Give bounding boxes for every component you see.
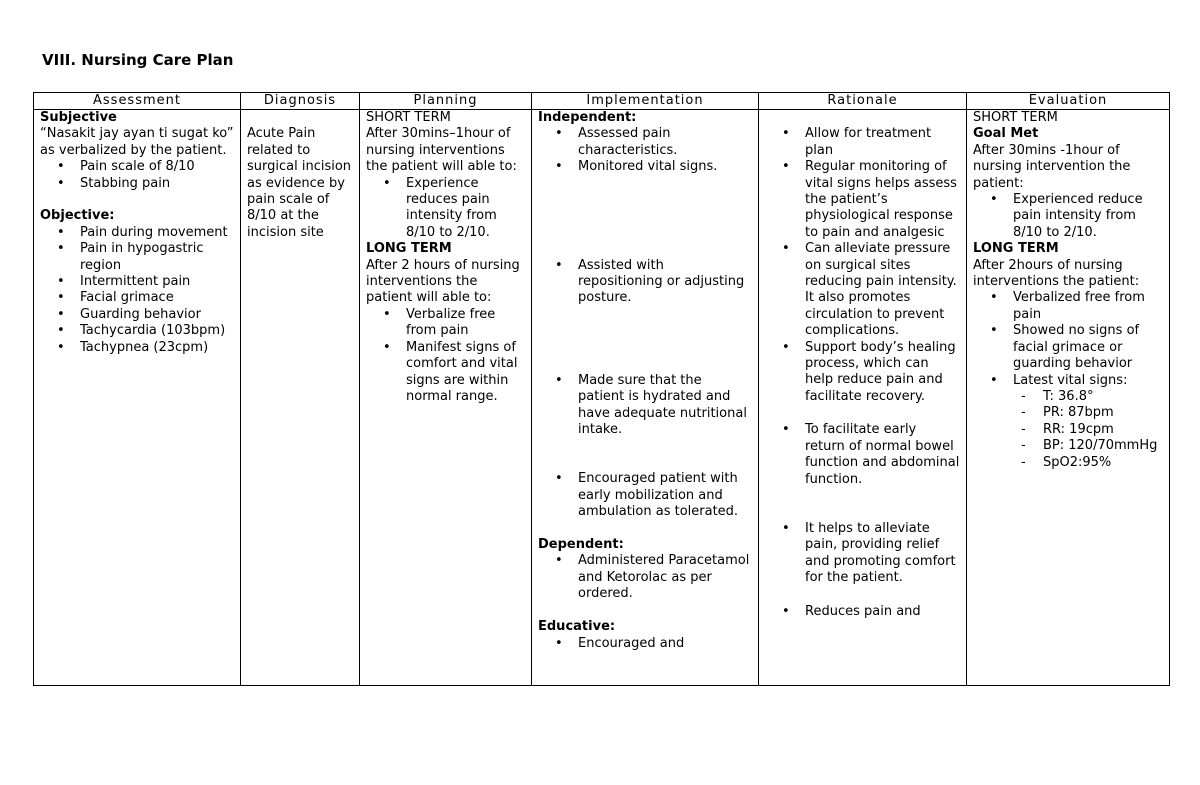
- evaluation-short-list: [973, 192, 1163, 241]
- implementation-cell: [532, 110, 759, 686]
- nursing-care-plan-table: [33, 92, 1170, 686]
- list-item: • Experience reduces pain intensity from 8/10 to 2/10.: [406, 176, 525, 242]
- list-item: • Facial grimace: [80, 290, 234, 306]
- independent-list: [538, 126, 752, 520]
- dependent-list: [538, 553, 752, 602]
- planning-short-list: [366, 176, 525, 242]
- evaluation-long-label: LONG TERM: [973, 241, 1059, 257]
- list-item: • To facilitate early return of normal bowel function and abdominal function.: [805, 422, 960, 488]
- list-item: • Can alleviate pressure on surgical sites reducing pain intensity. It also promotes circulation to prevent complications.: [805, 241, 960, 339]
- header-diagnosis: Diagnosis: [241, 93, 360, 110]
- list-item: • Reduces pain and: [805, 604, 960, 620]
- vital-signs-list: [973, 389, 1163, 471]
- header-rationale: Rationale: [759, 93, 967, 110]
- list-item: • Made sure that the patient is hydrated and have adequate nutritional intake.: [578, 373, 752, 439]
- list-item: • Assessed pain characteristics.: [578, 126, 752, 159]
- list-item: • Allow for treatment plan: [805, 126, 960, 159]
- list-item: • Encouraged and: [578, 636, 752, 652]
- header-row: [34, 93, 1170, 110]
- header-implementation: Implementation: [532, 93, 759, 110]
- rationale-list: [765, 126, 960, 620]
- list-item: - RR: 19cpm: [1043, 422, 1163, 438]
- list-item: • Monitored vital signs.: [578, 159, 752, 175]
- list-item: - BP: 120/70mmHg: [1043, 438, 1163, 454]
- list-item: • Verbalized free from pain: [1013, 290, 1163, 323]
- evaluation-cell: [967, 110, 1170, 686]
- list-item: • Verbalize free from pain: [406, 307, 525, 340]
- list-item: • It helps to alleviate pain, providing relief and promoting comfort for the patient.: [805, 521, 960, 587]
- list-item: • Regular monitoring of vital signs helps assess the patient’s physiological response to pain and analgesic: [805, 159, 960, 241]
- list-item: - PR: 87bpm: [1043, 405, 1163, 421]
- header-planning: Planning: [360, 93, 532, 110]
- planning-short-text: After 30mins–1hour of nursing interventions the patient will able to:: [366, 126, 517, 175]
- subjective-list: [40, 159, 234, 192]
- dependent-label: Dependent:: [538, 537, 624, 553]
- evaluation-short-text: After 30mins -1hour of nursing intervention the patient:: [973, 142, 1131, 191]
- list-item: • Experienced reduce pain intensity from 8/10 to 2/10.: [1013, 192, 1163, 241]
- list-item: • Stabbing pain: [80, 176, 234, 192]
- list-item: • Tachypnea (23cpm): [80, 340, 234, 356]
- list-item: • Pain in hypogastric region: [80, 241, 234, 274]
- header-evaluation: Evaluation: [967, 93, 1170, 110]
- diagnosis-cell: [241, 110, 360, 686]
- evaluation-long-list: [973, 290, 1163, 388]
- evaluation-short-label: SHORT TERM: [973, 110, 1058, 125]
- subjective-label: Subjective: [40, 110, 117, 125]
- educative-list: [538, 636, 752, 652]
- list-item: • Support body’s healing process, which can help reduce pain and facilitate recovery.: [805, 340, 960, 406]
- page-title: VIII. Nursing Care Plan: [42, 51, 234, 69]
- list-item: • Tachycardia (103bpm): [80, 323, 234, 339]
- planning-cell: [360, 110, 532, 686]
- list-item: • Pain scale of 8/10: [80, 159, 234, 175]
- list-item: - SpO2:95%: [1043, 455, 1163, 471]
- list-item: • Encouraged patient with early mobilization and ambulation as tolerated.: [578, 471, 752, 520]
- header-assessment: Assessment: [34, 93, 241, 110]
- objective-label: Objective:: [40, 208, 115, 224]
- assessment-cell: [34, 110, 241, 686]
- list-item: • Latest vital signs:: [1013, 373, 1163, 389]
- patient-quote: “Nasakit jay ayan ti sugat ko” as verbalized by the patient.: [40, 126, 234, 158]
- diagnosis-text: Acute Pain related to surgical incision as evidence by pain scale of 8/10 at the incision site: [247, 126, 352, 240]
- planning-long-label: LONG TERM: [366, 241, 452, 257]
- evaluation-long-text: After 2hours of nursing interventions the patient:: [973, 257, 1140, 290]
- planning-long-list: [366, 307, 525, 405]
- list-item: • Assisted with repositioning or adjusting posture.: [578, 258, 752, 307]
- educative-label: Educative:: [538, 619, 616, 635]
- content-row: [34, 110, 1170, 686]
- planning-long-text: After 2 hours of nursing interventions the patient will able to:: [366, 257, 520, 306]
- objective-list: [40, 225, 234, 356]
- list-item: - T: 36.8°: [1043, 389, 1163, 405]
- independent-label: Independent:: [538, 110, 637, 125]
- list-item: • Showed no signs of facial grimace or guarding behavior: [1013, 323, 1163, 372]
- goal-met-label: Goal Met: [973, 126, 1039, 142]
- list-item: • Manifest signs of comfort and vital signs are within normal range.: [406, 340, 525, 406]
- list-item: • Guarding behavior: [80, 307, 234, 323]
- list-item: • Pain during movement: [80, 225, 234, 241]
- rationale-cell: [759, 110, 967, 686]
- list-item: • Administered Paracetamol and Ketorolac as per ordered.: [578, 553, 752, 602]
- list-item: • Intermittent pain: [80, 274, 234, 290]
- planning-short-label: SHORT TERM: [366, 110, 451, 125]
